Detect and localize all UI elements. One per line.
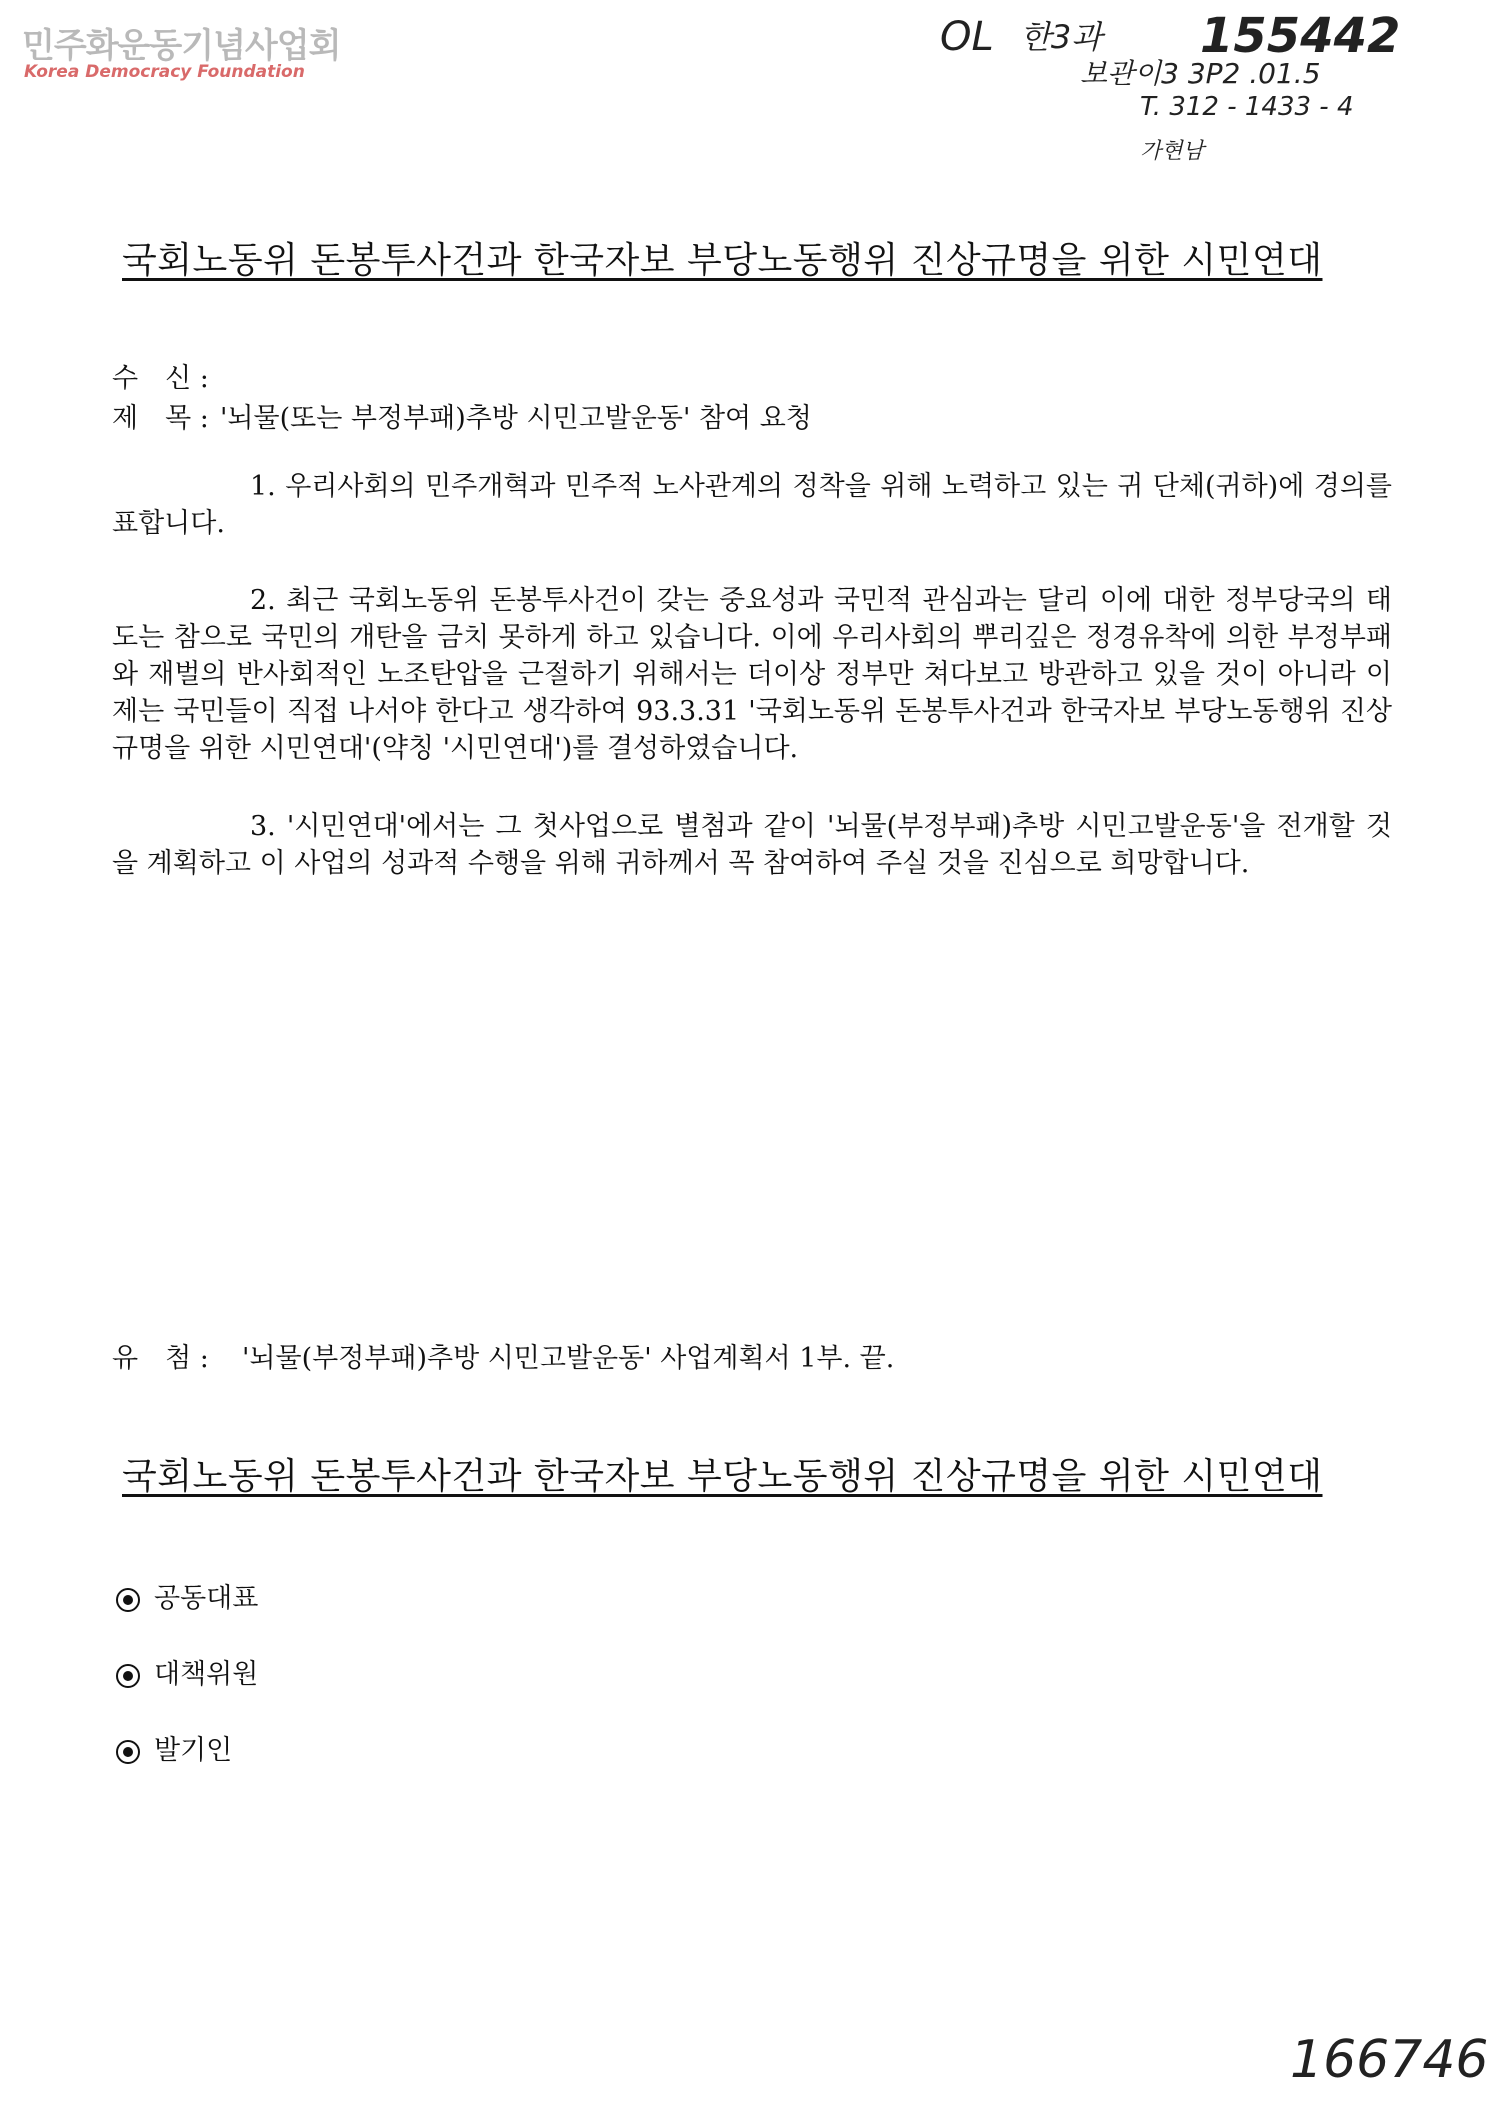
paragraph-3-text: 3. '시민연대'에서는 그 첫사업으로 별첨과 같이 '뇌물(부정부패)추방 시민고발운동'을 전개할 것을 계획하고 이 사업의 성과적 수행을 위해 귀하께서 꼭 참여하여 주실 것을 진심으로 희망합니다. [112, 811, 1392, 879]
signatory-label: 대책위원 [154, 1659, 259, 1690]
subject-field [112, 396, 812, 435]
signatory-founder [116, 1728, 232, 1767]
paragraph-1 [112, 468, 1392, 542]
handwritten-note: 한3과 [1020, 18, 1103, 56]
signatory-committee-member [116, 1652, 258, 1691]
handwritten-bottom-number: 166746 [1290, 2030, 1489, 2090]
bullet-icon [116, 1588, 140, 1612]
handwritten-storage-note: 보관이3 3P2 .01.5 [1080, 57, 1321, 90]
header-title: 국회노동위 돈봉투사건과 한국자보 부당노동행위 진상규명을 위한 시민연대 [122, 240, 1323, 281]
attachment-value: '뇌물(부정부패)추방 시민고발운동' 사업계획서 1부. 끝. [242, 1343, 895, 1374]
recipient-field [112, 356, 220, 395]
paragraph-3 [112, 808, 1392, 882]
attachment-field [112, 1336, 894, 1375]
signatory-label: 발기인 [154, 1735, 233, 1766]
subject-value: '뇌물(또는 부정부패)추방 시민고발운동' 참여 요청 [220, 403, 812, 434]
attachment-label: 유 첨 : [112, 1343, 209, 1374]
handwritten-prefix: OL [940, 14, 994, 60]
handwritten-doc-number: 155442 [1200, 8, 1401, 64]
watermark-english: Korea Democracy Foundation [24, 62, 305, 82]
watermark-korean: 민주화운동기념사업회 [22, 26, 341, 66]
recipient-label: 수 신 : [112, 363, 209, 394]
handwritten-name: 가현남 [1140, 139, 1204, 164]
subject-label: 제 목 : [112, 403, 209, 434]
signatory-co-representative [116, 1576, 258, 1615]
bullet-icon [116, 1664, 140, 1688]
paragraph-1-text: 1. 우리사회의 민주개혁과 민주적 노사관계의 정착을 위해 노력하고 있는 귀 단체(귀하)에 경의를 표합니다. [112, 471, 1392, 539]
bullet-icon [116, 1740, 140, 1764]
paragraph-2-text: 2. 최근 국회노동위 돈봉투사건이 갖는 중요성과 국민적 관심과는 달리 이에 대한 정부당국의 태도는 참으로 국민의 개탄을 금치 못하게 하고 있습니다. 이에 우리사회의 뿌리깊은 정경유착에 의한 부정부패와 재벌의 반사회적인 노조탄압을 근절하기 위해서는 더이상 정부만 쳐다보고 방관하고 있을 것이 아니라 이제는 국민들이 직접 나서야 한다고 생각하여 93.3.31 '국회노동위 돈봉투사건과 한국자보 부당노동행위 진상규명을 위한 시민연대'(약칭 '시민연대')를 결성하였습니다. [112, 585, 1392, 764]
paragraph-2 [112, 582, 1392, 767]
footer-title: 국회노동위 돈봉투사건과 한국자보 부당노동행위 진상규명을 위한 시민연대 [122, 1456, 1323, 1497]
handwritten-phone: T. 312 - 1433 - 4 [1140, 92, 1354, 122]
signatory-label: 공동대표 [154, 1583, 259, 1614]
